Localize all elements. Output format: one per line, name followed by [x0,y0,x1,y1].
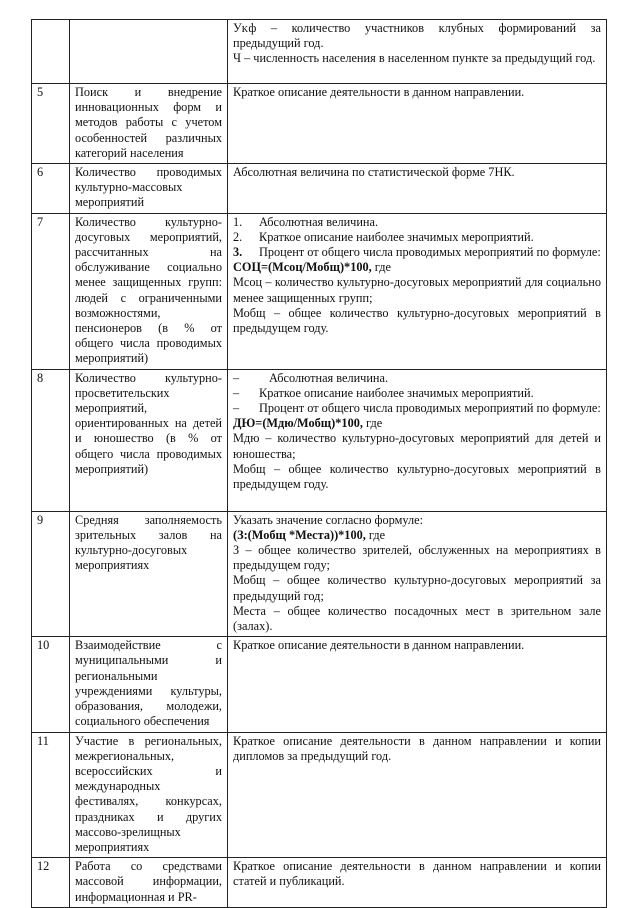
list-item: – Абсолютная величина. [233,370,389,385]
criterion-name: Участие в региональных, межрегиональных, всероссийских и международных фестивалях, конкурсах, праздниках и других массово-зрелищных мероприятиях [70,732,228,858]
definition-line: Мобщ – общее количество культурно-досуговых мероприятий за предыдущий год; [233,573,601,603]
table-row [32,511,607,637]
definition-line: Мобщ – общее количество культурно-досуговых мероприятий в предыдущем году. [233,461,601,492]
table-row [32,369,607,511]
list-item: – Краткое описание наиболее значимых мероприятий. [233,385,534,400]
criterion-description [228,637,607,732]
list-item: 1. Абсолютная величина. [233,214,379,229]
description-line: Краткое описание деятельности в данном направлении и копии статей и публикаций. [233,859,601,889]
criterion-name: Количество культурно-просветительских мероприятий, ориентированных на детей и юношество (в % от общего числа проводимых мероприятий) [70,369,228,511]
criterion-name: Количество проводимых культурно-массовых мероприятий [70,164,228,214]
criterion-description [228,732,607,858]
formula: ДЮ=(Мдю/Мобщ)*100, где [233,416,383,431]
criterion-name: Средняя заполняемость зрительных залов на культурно-досуговых мероприятиях [70,511,228,637]
criterion-description [228,369,607,511]
definition-line: Места – общее количество посадочных мест в зрительном зале (залах). [233,603,601,634]
definition-line: Мдю – количество культурно-досуговых мероприятий для детей и юношества; [233,431,601,461]
description-line: Краткое описание деятельности в данном направлении. [233,85,525,99]
definition-line: Уᴋф – количество участников клубных формирований за предыдущий год. [233,21,601,51]
table-row [32,213,607,369]
row-number: 11 [32,732,70,858]
list-item: 2. Краткое описание наиболее значимых мероприятий. [233,229,534,244]
description-line: Краткое описание деятельности в данном направлении и копии дипломов за предыдущий год. [233,733,601,763]
row-number: 12 [32,858,70,908]
table-row [32,84,607,164]
description-line: Абсолютная величина по статистической форме 7НК. [233,165,515,180]
row-number: 5 [32,84,70,164]
row-number: 7 [32,213,70,369]
criterion-name [70,20,228,84]
description-line: Указать значение согласно формуле: [233,512,424,527]
criterion-name: Взаимодействие с муниципальными и региональными учреждениями культуры, образования, молодежи, социального обеспечения [70,637,228,732]
row-number [32,20,70,84]
definition-line: Мобщ – общее количество культурно-досуговых мероприятий в предыдущем году. [233,305,601,336]
table-row [32,637,607,732]
table-row [32,164,607,214]
criterion-description [228,511,607,637]
row-number: 9 [32,511,70,637]
criterion-description [228,20,607,84]
criterion-name: Количество культурно-досуговых мероприятий, рассчитанных на обслуживание социально менее защищенных групп: людей с ограниченными возможностями, пенсионеров (в % от общего числа проводимых мероприятий) [70,213,228,369]
table-row [32,732,607,858]
criterion-name: Работа со средствами массовой информации, информационная и PR- [70,858,228,908]
criterion-description [228,858,607,908]
definition-line: З – общее количество зрителей, обслуженных на мероприятиях в предыдущем году; [233,543,601,573]
criterion-description [228,84,607,164]
definition-line: Мсоц – количество культурно-досуговых мероприятий для социально менее защищенных групп; [233,275,601,305]
table-row [32,858,607,908]
criterion-description [228,164,607,214]
list-item: 3. Процент от общего числа проводимых мероприятий по формуле: [233,245,601,260]
row-number: 6 [32,164,70,214]
formula: (З:(Мобщ *Места))*100, где [233,527,386,542]
criterion-description [228,213,607,369]
criterion-name: Поиск и внедрение инновационных форм и методов работы с учетом особенностей различных категорий населения [70,84,228,164]
criteria-table [31,19,607,908]
list-item: – Процент от общего числа проводимых мероприятий по формуле: [233,401,601,416]
row-number: 8 [32,369,70,511]
table-row [32,20,607,84]
formula: СОЦ=(Мсоц/Мобщ)*100, где [233,260,391,275]
row-number: 10 [32,637,70,732]
description-line: Краткое описание деятельности в данном направлении. [233,638,525,653]
definition-line: Ч – численность населения в населенном пункте за предыдущий год. [233,51,596,66]
